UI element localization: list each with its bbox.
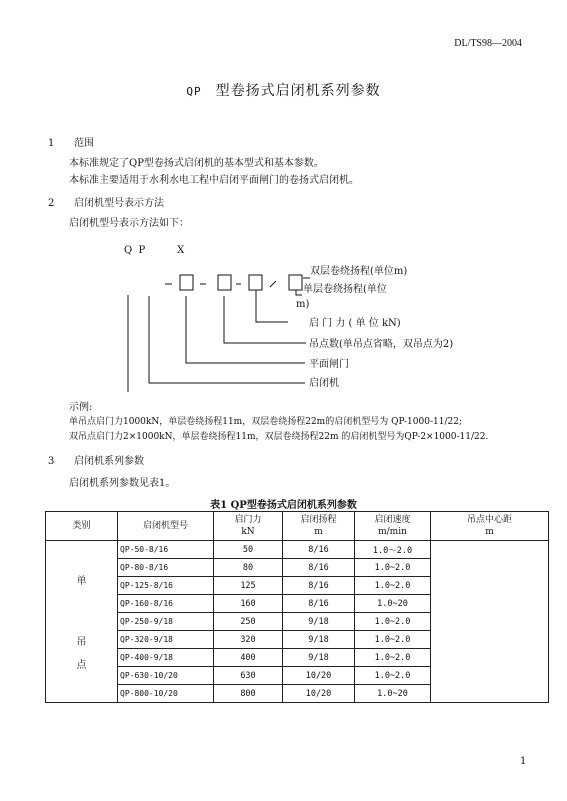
speed-cell: 1.0~20 <box>355 685 431 703</box>
header-force-label: 启门力 <box>234 515 262 525</box>
section-3-title: 启闭机系列参数 <box>74 456 144 467</box>
speed-cell: 1.0~2.0 <box>355 559 431 577</box>
page-title <box>0 80 567 100</box>
section-1-title: 范围 <box>74 138 94 149</box>
title-code: QP <box>186 85 202 98</box>
leader-lift-points <box>224 296 306 343</box>
model-cell: QP-125-8/16 <box>118 577 214 595</box>
speed-cell: 1.0~2.0 <box>355 649 431 667</box>
header-speed <box>355 512 431 541</box>
section-3-intro: 启闭机系列参数见表1。 <box>69 478 176 489</box>
category-char: 单 <box>76 576 87 587</box>
section-3-number: 3 <box>48 456 55 467</box>
diagram-slash <box>270 281 276 287</box>
model-cell: QP-80-8/16 <box>118 559 214 577</box>
lift-cell: 8/16 <box>283 577 355 595</box>
model-cell: QP-50-8/16 <box>118 541 214 559</box>
example-heading: 示例: <box>69 402 93 413</box>
spacing-cell <box>431 541 549 703</box>
header-model-label: 启闭机型号 <box>142 521 188 531</box>
speed-cell: 1.0~2.0 <box>355 667 431 685</box>
category-char: 点 <box>76 660 87 671</box>
table-header-row <box>46 512 549 541</box>
lift-cell: 10/20 <box>283 667 355 685</box>
capacity-box <box>218 275 231 290</box>
header-force <box>214 512 283 541</box>
header-model <box>118 512 214 541</box>
lift-cell: 8/16 <box>283 541 355 559</box>
speed-cell: 1.0～2.0 <box>355 541 431 559</box>
lift-points-box <box>180 275 193 290</box>
header-spacing <box>431 512 549 541</box>
example-2: 双吊点启门力2×1000kN，单层卷绕扬程11m，双层卷绕扬程22m 的启闭机型号为QP-2×1000-11/22. <box>69 432 489 442</box>
model-cell: QP-400-9/18 <box>118 649 214 667</box>
force-cell: 125 <box>214 577 283 595</box>
leader-hoist <box>149 296 305 383</box>
speed-cell: 1.0~2.0 <box>355 613 431 631</box>
model-code-letters: Q P X <box>124 245 185 256</box>
header-lift-unit: m <box>314 527 323 537</box>
header-force-unit: kN <box>241 527 255 537</box>
lift-cell: 9/18 <box>283 631 355 649</box>
model-cell: QP-250-9/18 <box>118 613 214 631</box>
section-2-title: 启闭机型号表示方法 <box>74 198 164 209</box>
label-capacity: 启 门 力 ( 单 位 kN) <box>309 318 401 329</box>
header-speed-unit: m/min <box>378 527 407 537</box>
page-number: 1 <box>520 756 527 767</box>
label-single-drum-b: m) <box>296 299 310 310</box>
force-cell: 250 <box>214 613 283 631</box>
force-cell: 630 <box>214 667 283 685</box>
label-single-drum-a: 单层卷绕扬程(单位 <box>303 284 387 295</box>
section-1-paragraph-2: 本标准主要适用于水利水电工程中启闭平面闸门的卷扬式启闭机。 <box>69 175 359 186</box>
single-drum-box <box>249 275 262 290</box>
header-speed-label: 启闭速度 <box>374 515 411 525</box>
model-cell: QP-320-9/18 <box>118 631 214 649</box>
header-lift <box>283 512 355 541</box>
section-2-number: 2 <box>48 198 55 209</box>
leader-plane-gate <box>186 296 305 363</box>
header-lift-label: 启闭扬程 <box>300 515 337 525</box>
label-double-drum: 双层卷绕扬程(单位m) <box>310 266 408 277</box>
force-cell: 160 <box>214 595 283 613</box>
force-cell: 400 <box>214 649 283 667</box>
force-cell: 320 <box>214 631 283 649</box>
lift-cell: 9/18 <box>283 613 355 631</box>
label-hoist: 启闭机 <box>309 378 339 389</box>
example-1: 单吊点启门力1000kN，单层卷绕扬程11m，双层卷绕扬程22m的启闭机型号为 QP-1000-11/22; <box>69 417 462 427</box>
document-id: DL/TS98—2004 <box>454 38 522 49</box>
table-caption: 表1 QP型卷扬式启闭机系列参数 <box>210 500 357 511</box>
force-cell: 80 <box>214 559 283 577</box>
section-2-intro: 启闭机型号表示方法如下： <box>69 218 189 229</box>
model-cell: QP-630-10/20 <box>118 667 214 685</box>
force-cell: 800 <box>214 685 283 703</box>
force-cell: 50 <box>214 541 283 559</box>
lift-cell: 10/20 <box>283 685 355 703</box>
section-2-heading <box>48 194 164 209</box>
parameters-table <box>45 511 549 703</box>
category-char: 吊 <box>76 637 87 648</box>
speed-cell: 1.0~20 <box>355 595 431 613</box>
lift-cell: 9/18 <box>283 649 355 667</box>
lift-cell: 8/16 <box>283 595 355 613</box>
section-1-paragraph-1: 本标准规定了QP型卷扬式启闭机的基本型式和基本参数。 <box>69 158 324 169</box>
leader-single-drum <box>296 290 302 295</box>
header-category-label: 类别 <box>72 521 91 531</box>
section-1-heading <box>48 134 94 149</box>
section-1-number: 1 <box>48 138 55 149</box>
speed-cell: 1.0~2.0 <box>355 631 431 649</box>
title-text: 型卷扬式启闭机系列参数 <box>215 83 381 99</box>
leader-capacity <box>256 290 288 322</box>
double-drum-box <box>289 275 302 290</box>
lift-cell: 8/16 <box>283 559 355 577</box>
header-category <box>46 512 118 541</box>
header-spacing-unit: m <box>485 527 494 537</box>
category-cell <box>46 541 118 703</box>
model-cell: QP-800-10/20 <box>118 685 214 703</box>
label-plane-gate: 平面闸门 <box>309 359 349 370</box>
table-row <box>46 541 549 559</box>
label-lift-points: 吊点数(单吊点省略，双吊点为2) <box>309 339 454 350</box>
speed-cell: 1.0~2.0 <box>355 577 431 595</box>
section-3-heading <box>48 452 144 467</box>
header-spacing-label: 吊点中心距 <box>466 515 512 525</box>
model-cell: QP-160-8/16 <box>118 595 214 613</box>
